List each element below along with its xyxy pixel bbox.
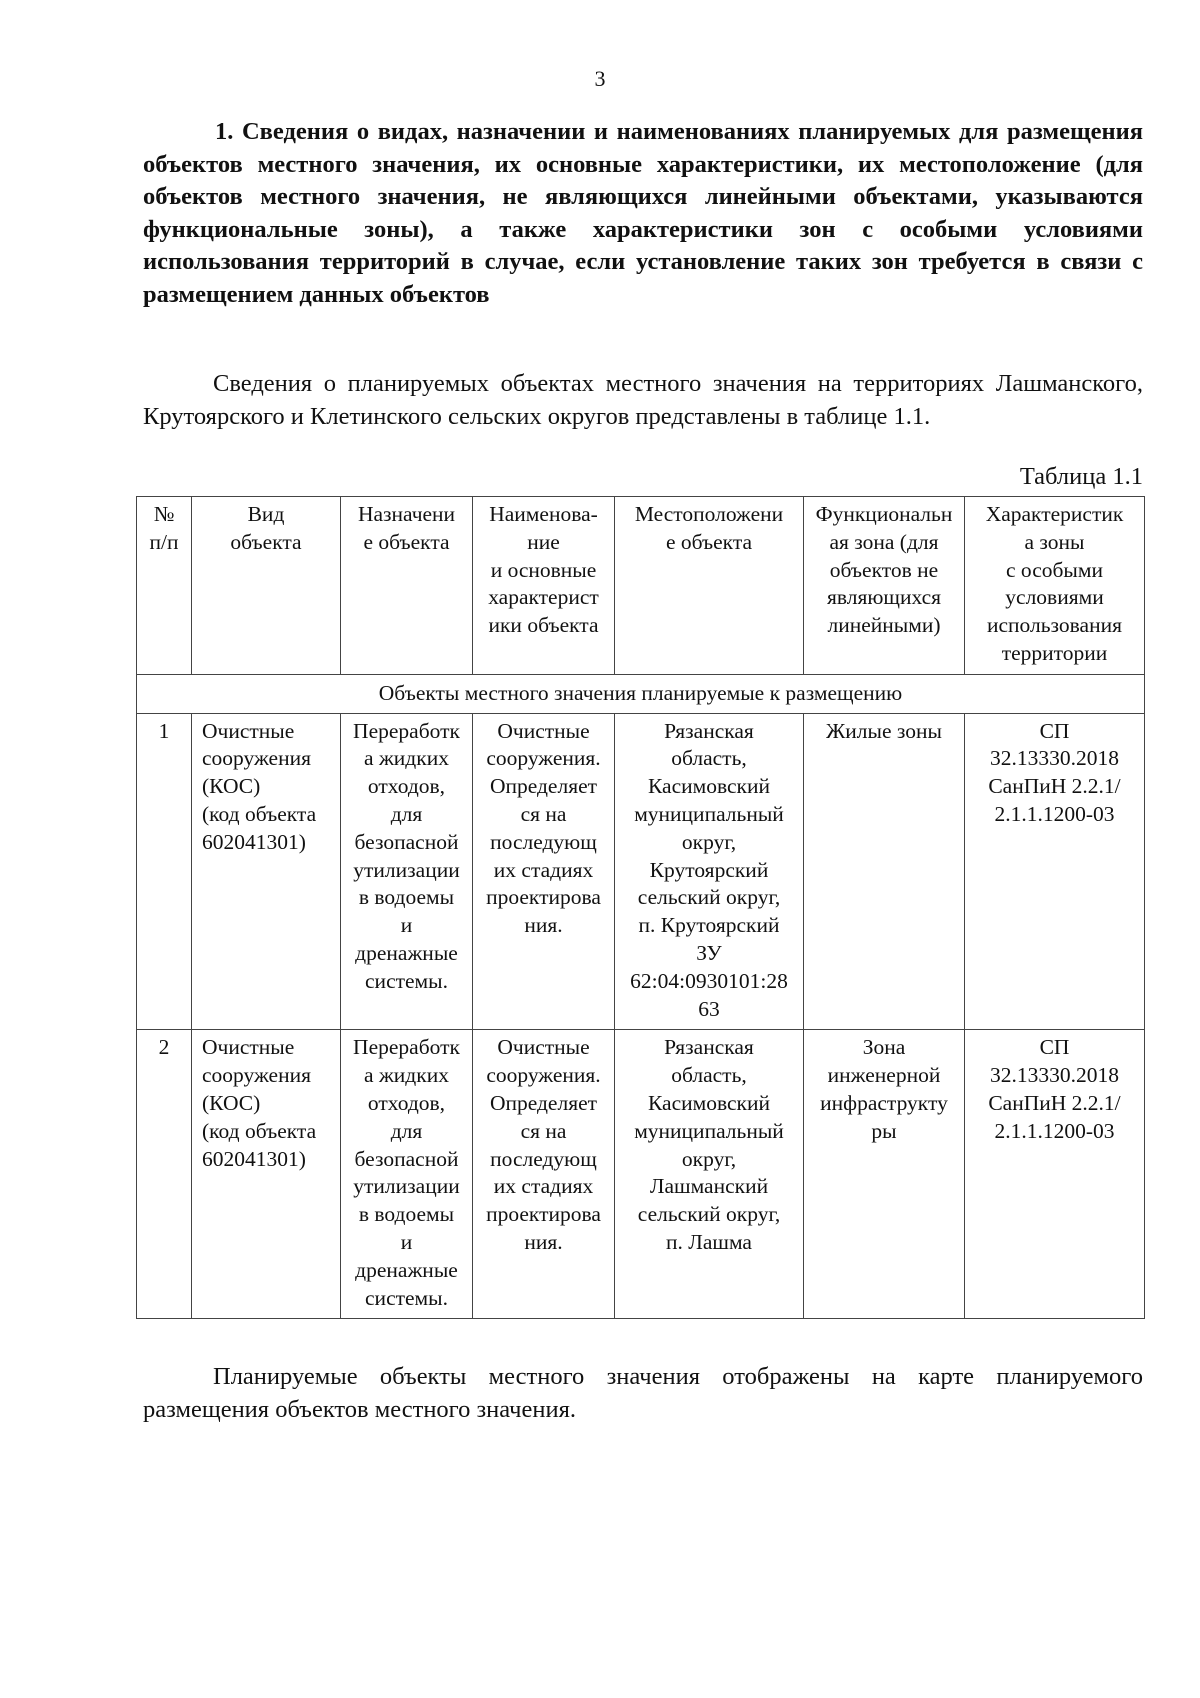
section-heading: 1. Сведения о видах, назначении и наименованиях планируемых для размещения объектов местного значения, их основные характеристики, их местоположение (для объектов местного значения, не являющихся линейными объектами, указываются функциональные зоны), а также характеристики зон с особыми условиями использования территорий в случае, если установление таких зон требуется в связи с размещением данных объектов [143,118,1143,308]
cell-purpose: Переработк а жидких отходов, для безопасной утилизации в водоемы и дренажные системы. [341,1030,473,1319]
cell-kind: Очистные сооружения (КОС) (код объекта 602041301) [192,713,341,1030]
cell-number: 1 [137,713,192,1030]
header-cell-name: Наименова- ние и основные характерист ики объекта [473,497,615,675]
cell-special: СП 32.13330.2018 СанПиН 2.2.1/ 2.1.1.1200-03 [965,1030,1145,1319]
table-header-row [137,497,1145,675]
cell-name: Очистные сооружения. Определяет ся на последующ их стадиях проектирова ния. [473,1030,615,1319]
cell-location: Рязанская область, Касимовский муниципальный округ, Лашманский сельский округ, п. Лашма [615,1030,804,1319]
cell-kind: Очистные сооружения (КОС) (код объекта 602041301) [192,1030,341,1319]
header-cell-number: № п/п [137,497,192,675]
objects-table [136,496,1145,1319]
cell-zone: Зона инженерной инфраструкту ры [804,1030,965,1319]
header-cell-special: Характеристик а зоны с особыми условиями использования территории [965,497,1145,675]
table-group-row [137,674,1145,713]
cell-purpose: Переработк а жидких отходов, для безопасной утилизации в водоемы и дренажные системы. [341,713,473,1030]
cell-number: 2 [137,1030,192,1319]
cell-location: Рязанская область, Касимовский муниципальный округ, Крутоярский сельский округ, п. Крутоярский ЗУ 62:04:0930101:28 63 [615,713,804,1030]
closing-paragraph: Планируемые объекты местного значения отображены на карте планируемого размещения объектов местного значения. [143,1363,1143,1423]
cell-zone: Жилые зоны [804,713,965,1030]
table-row [137,713,1145,1030]
cell-name: Очистные сооружения. Определяет ся на последующ их стадиях проектирова ния. [473,713,615,1030]
header-cell-kind: Вид объекта [192,497,341,675]
group-title-cell: Объекты местного значения планируемые к размещению [137,674,1145,713]
page-number: 3 [594,66,606,91]
header-cell-location: Местоположени е объекта [615,497,804,675]
table-row [137,1030,1145,1319]
cell-special: СП 32.13330.2018 СанПиН 2.2.1/ 2.1.1.1200-03 [965,713,1145,1030]
intro-paragraph: Сведения о планируемых объектах местного значения на территориях Лашманского, Крутоярского и Клетинского сельских округов представлены в таблице 1.1. [143,370,1143,430]
header-cell-zone: Функциональн ая зона (для объектов не являющихся линейными) [804,497,965,675]
table-caption: Таблица 1.1 [1019,463,1143,490]
header-cell-purpose: Назначени е объекта [341,497,473,675]
